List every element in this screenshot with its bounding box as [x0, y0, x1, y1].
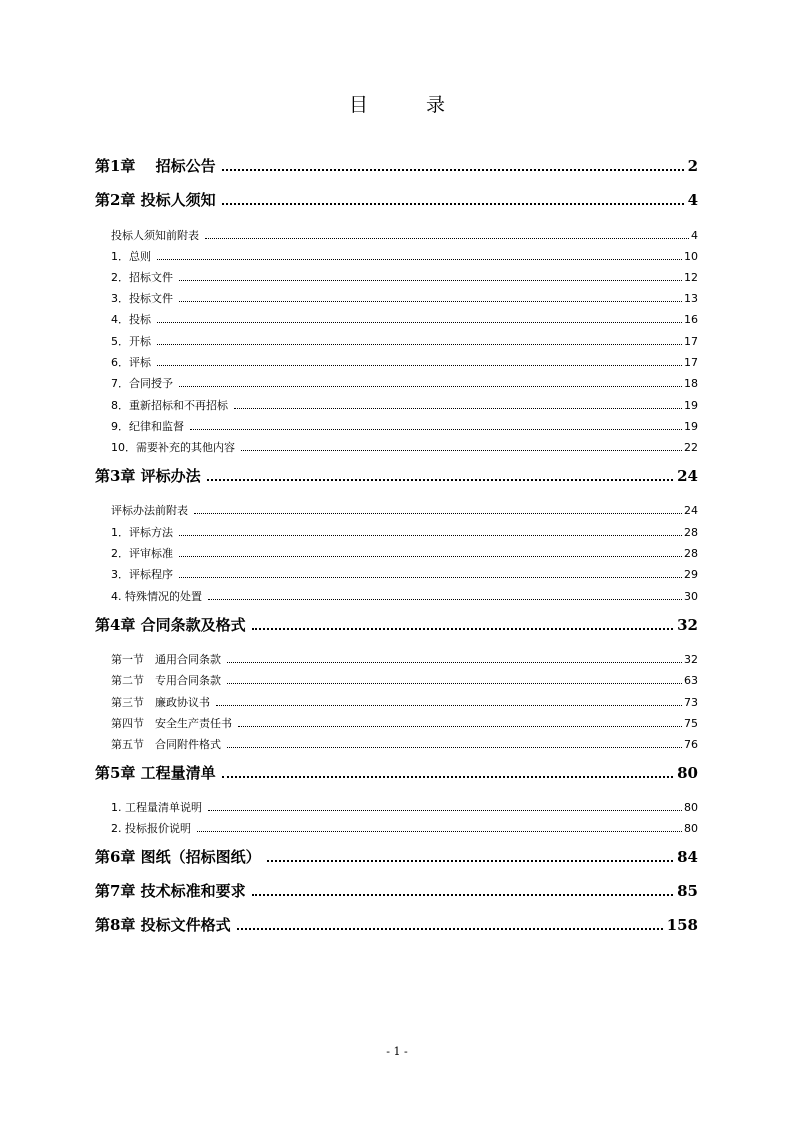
toc-entry-page: 30: [684, 590, 698, 603]
toc-entry-label: 第8章 投标文件格式: [95, 916, 231, 934]
toc-entry-chapter-8[interactable]: [95, 914, 698, 935]
toc-entry-section[interactable]: [111, 502, 698, 518]
toc-entry-section[interactable]: [111, 566, 698, 582]
toc-entry-section[interactable]: [111, 799, 698, 815]
page-title: 目 录: [348, 94, 472, 116]
toc-entry-page: 29: [684, 568, 698, 581]
dot-leader: [222, 203, 684, 205]
toc-entry-page: 63: [684, 674, 698, 687]
toc-entry-page: 18: [684, 377, 698, 390]
toc-entry-label: 5．开标: [111, 335, 151, 348]
toc-entry-section[interactable]: [111, 545, 698, 561]
toc-entry-label: 4. 特殊情况的处置: [111, 590, 202, 603]
dot-leader: [157, 344, 682, 345]
toc-entry-section[interactable]: [111, 694, 698, 710]
page-number-footer: - 1 -: [386, 1045, 408, 1058]
toc-entry-page: 22: [684, 441, 698, 454]
toc-entry-page: 17: [684, 335, 698, 348]
toc-entry-page: 85: [677, 882, 698, 900]
dot-leader: [194, 513, 682, 514]
toc-entry-chapter-6[interactable]: [95, 846, 698, 867]
dot-leader: [227, 683, 682, 684]
dot-leader: [252, 894, 673, 896]
toc-entry-section[interactable]: [111, 354, 698, 370]
toc-entry-label: 2. 投标报价说明: [111, 822, 191, 835]
dot-leader: [179, 280, 682, 281]
toc-entry-page: 32: [677, 616, 698, 634]
toc-entry-label: 10．需要补充的其他内容: [111, 441, 235, 454]
toc-entry-section[interactable]: [111, 375, 698, 391]
toc-entry-page: 19: [684, 420, 698, 433]
toc-entry-section[interactable]: [111, 227, 698, 243]
toc-entry-label: 第二节 专用合同条款: [111, 674, 221, 687]
toc-entry-label: 7．合同授予: [111, 377, 173, 390]
toc-entry-page: 17: [684, 356, 698, 369]
dot-leader: [222, 169, 684, 171]
toc-entry-page: 32: [684, 653, 698, 666]
toc-entry-page: 2: [687, 157, 698, 175]
toc-entry-section[interactable]: [111, 588, 698, 604]
toc-entry-section[interactable]: [111, 736, 698, 752]
toc-entry-page: 80: [684, 822, 698, 835]
toc-entry-page: 12: [684, 271, 698, 284]
dot-leader: [197, 831, 682, 832]
toc-entry-chapter-3[interactable]: [95, 465, 698, 486]
toc-entry-label: 8．重新招标和不再招标: [111, 399, 228, 412]
toc-entry-page: 28: [684, 526, 698, 539]
toc-entry-page: 24: [684, 504, 698, 517]
dot-leader: [207, 479, 673, 481]
dot-leader: [208, 810, 682, 811]
toc-entry-section[interactable]: [111, 397, 698, 413]
toc-entry-section[interactable]: [111, 820, 698, 836]
toc-entry-label: 1．总则: [111, 250, 151, 263]
toc-entry-label: 投标人须知前附表: [111, 229, 199, 242]
dot-leader: [267, 860, 673, 862]
dot-leader: [205, 238, 689, 239]
toc-entry-page: 4: [687, 191, 698, 209]
toc-entry-label: 第1章 招标公告: [95, 157, 216, 175]
toc-entry-label: 第五节 合同附件格式: [111, 738, 221, 751]
toc-entry-page: 80: [684, 801, 698, 814]
toc-entry-page: 13: [684, 292, 698, 305]
toc-entry-section[interactable]: [111, 651, 698, 667]
toc-entry-label: 2．评审标准: [111, 547, 173, 560]
toc-entry-page: 28: [684, 547, 698, 560]
dot-leader: [208, 599, 682, 600]
toc-entry-label: 1．评标方法: [111, 526, 173, 539]
dot-leader: [216, 705, 682, 706]
dot-leader: [252, 628, 673, 630]
toc-entry-chapter-4[interactable]: [95, 614, 698, 635]
toc-entry-label: 第6章 图纸（招标图纸）: [95, 848, 261, 866]
dot-leader: [157, 259, 682, 260]
toc-entry-page: 76: [684, 738, 698, 751]
toc-entry-label: 2．招标文件: [111, 271, 173, 284]
dot-leader: [234, 408, 682, 409]
toc-entry-section[interactable]: [111, 333, 698, 349]
toc-entry-label: 9．纪律和监督: [111, 420, 184, 433]
toc-entry-section[interactable]: [111, 269, 698, 285]
toc-entry-label: 第4章 合同条款及格式: [95, 616, 246, 634]
toc-entry-section[interactable]: [111, 311, 698, 327]
toc-entry-label: 第三节 廉政协议书: [111, 696, 210, 709]
dot-leader: [241, 450, 682, 451]
toc-entry-section[interactable]: [111, 418, 698, 434]
toc-entry-label: 4．投标: [111, 313, 151, 326]
toc-entry-section[interactable]: [111, 290, 698, 306]
toc-entry-page: 19: [684, 399, 698, 412]
toc-entry-label: 3．评标程序: [111, 568, 173, 581]
toc-entry-section[interactable]: [111, 248, 698, 264]
toc-entry-chapter-7[interactable]: [95, 880, 698, 901]
dot-leader: [179, 535, 682, 536]
toc-entry-chapter-2[interactable]: [95, 189, 698, 210]
toc-entry-label: 评标办法前附表: [111, 504, 188, 517]
toc-entry-label: 6．评标: [111, 356, 151, 369]
toc-entry-section[interactable]: [111, 672, 698, 688]
toc-entry-label: 第7章 技术标准和要求: [95, 882, 246, 900]
toc-entry-page: 24: [677, 467, 698, 485]
toc-entry-section[interactable]: [111, 715, 698, 731]
dot-leader: [227, 662, 682, 663]
toc-entry-page: 80: [677, 764, 698, 782]
dot-leader: [237, 928, 663, 930]
dot-leader: [179, 386, 682, 387]
dot-leader: [157, 322, 682, 323]
toc-entry-label: 第2章 投标人须知: [95, 191, 216, 209]
toc-entry-page: 75: [684, 717, 698, 730]
toc-entry-label: 第四节 安全生产责任书: [111, 717, 232, 730]
toc-entry-label: 第一节 通用合同条款: [111, 653, 221, 666]
dot-leader: [227, 747, 682, 748]
dot-leader: [157, 365, 682, 366]
toc-entry-section[interactable]: [111, 439, 698, 455]
dot-leader: [179, 556, 682, 557]
dot-leader: [190, 429, 682, 430]
toc-entry-page: 4: [691, 229, 698, 242]
toc-entry-page: 158: [666, 916, 698, 934]
toc-entry-label: 第3章 评标办法: [95, 467, 201, 485]
toc-entry-label: 3．投标文件: [111, 292, 173, 305]
dot-leader: [179, 577, 682, 578]
toc-entry-page: 73: [684, 696, 698, 709]
dot-leader: [179, 301, 682, 302]
toc-entry-section[interactable]: [111, 524, 698, 540]
toc-entry-label: 第5章 工程量清单: [95, 764, 216, 782]
toc-entry-chapter-1[interactable]: [95, 155, 698, 176]
dot-leader: [222, 776, 673, 778]
dot-leader: [238, 726, 682, 727]
toc-entry-page: 16: [684, 313, 698, 326]
toc-entry-label: 1. 工程量清单说明: [111, 801, 202, 814]
toc-entry-page: 84: [677, 848, 698, 866]
toc-entry-page: 10: [684, 250, 698, 263]
toc-entry-chapter-5[interactable]: [95, 762, 698, 783]
